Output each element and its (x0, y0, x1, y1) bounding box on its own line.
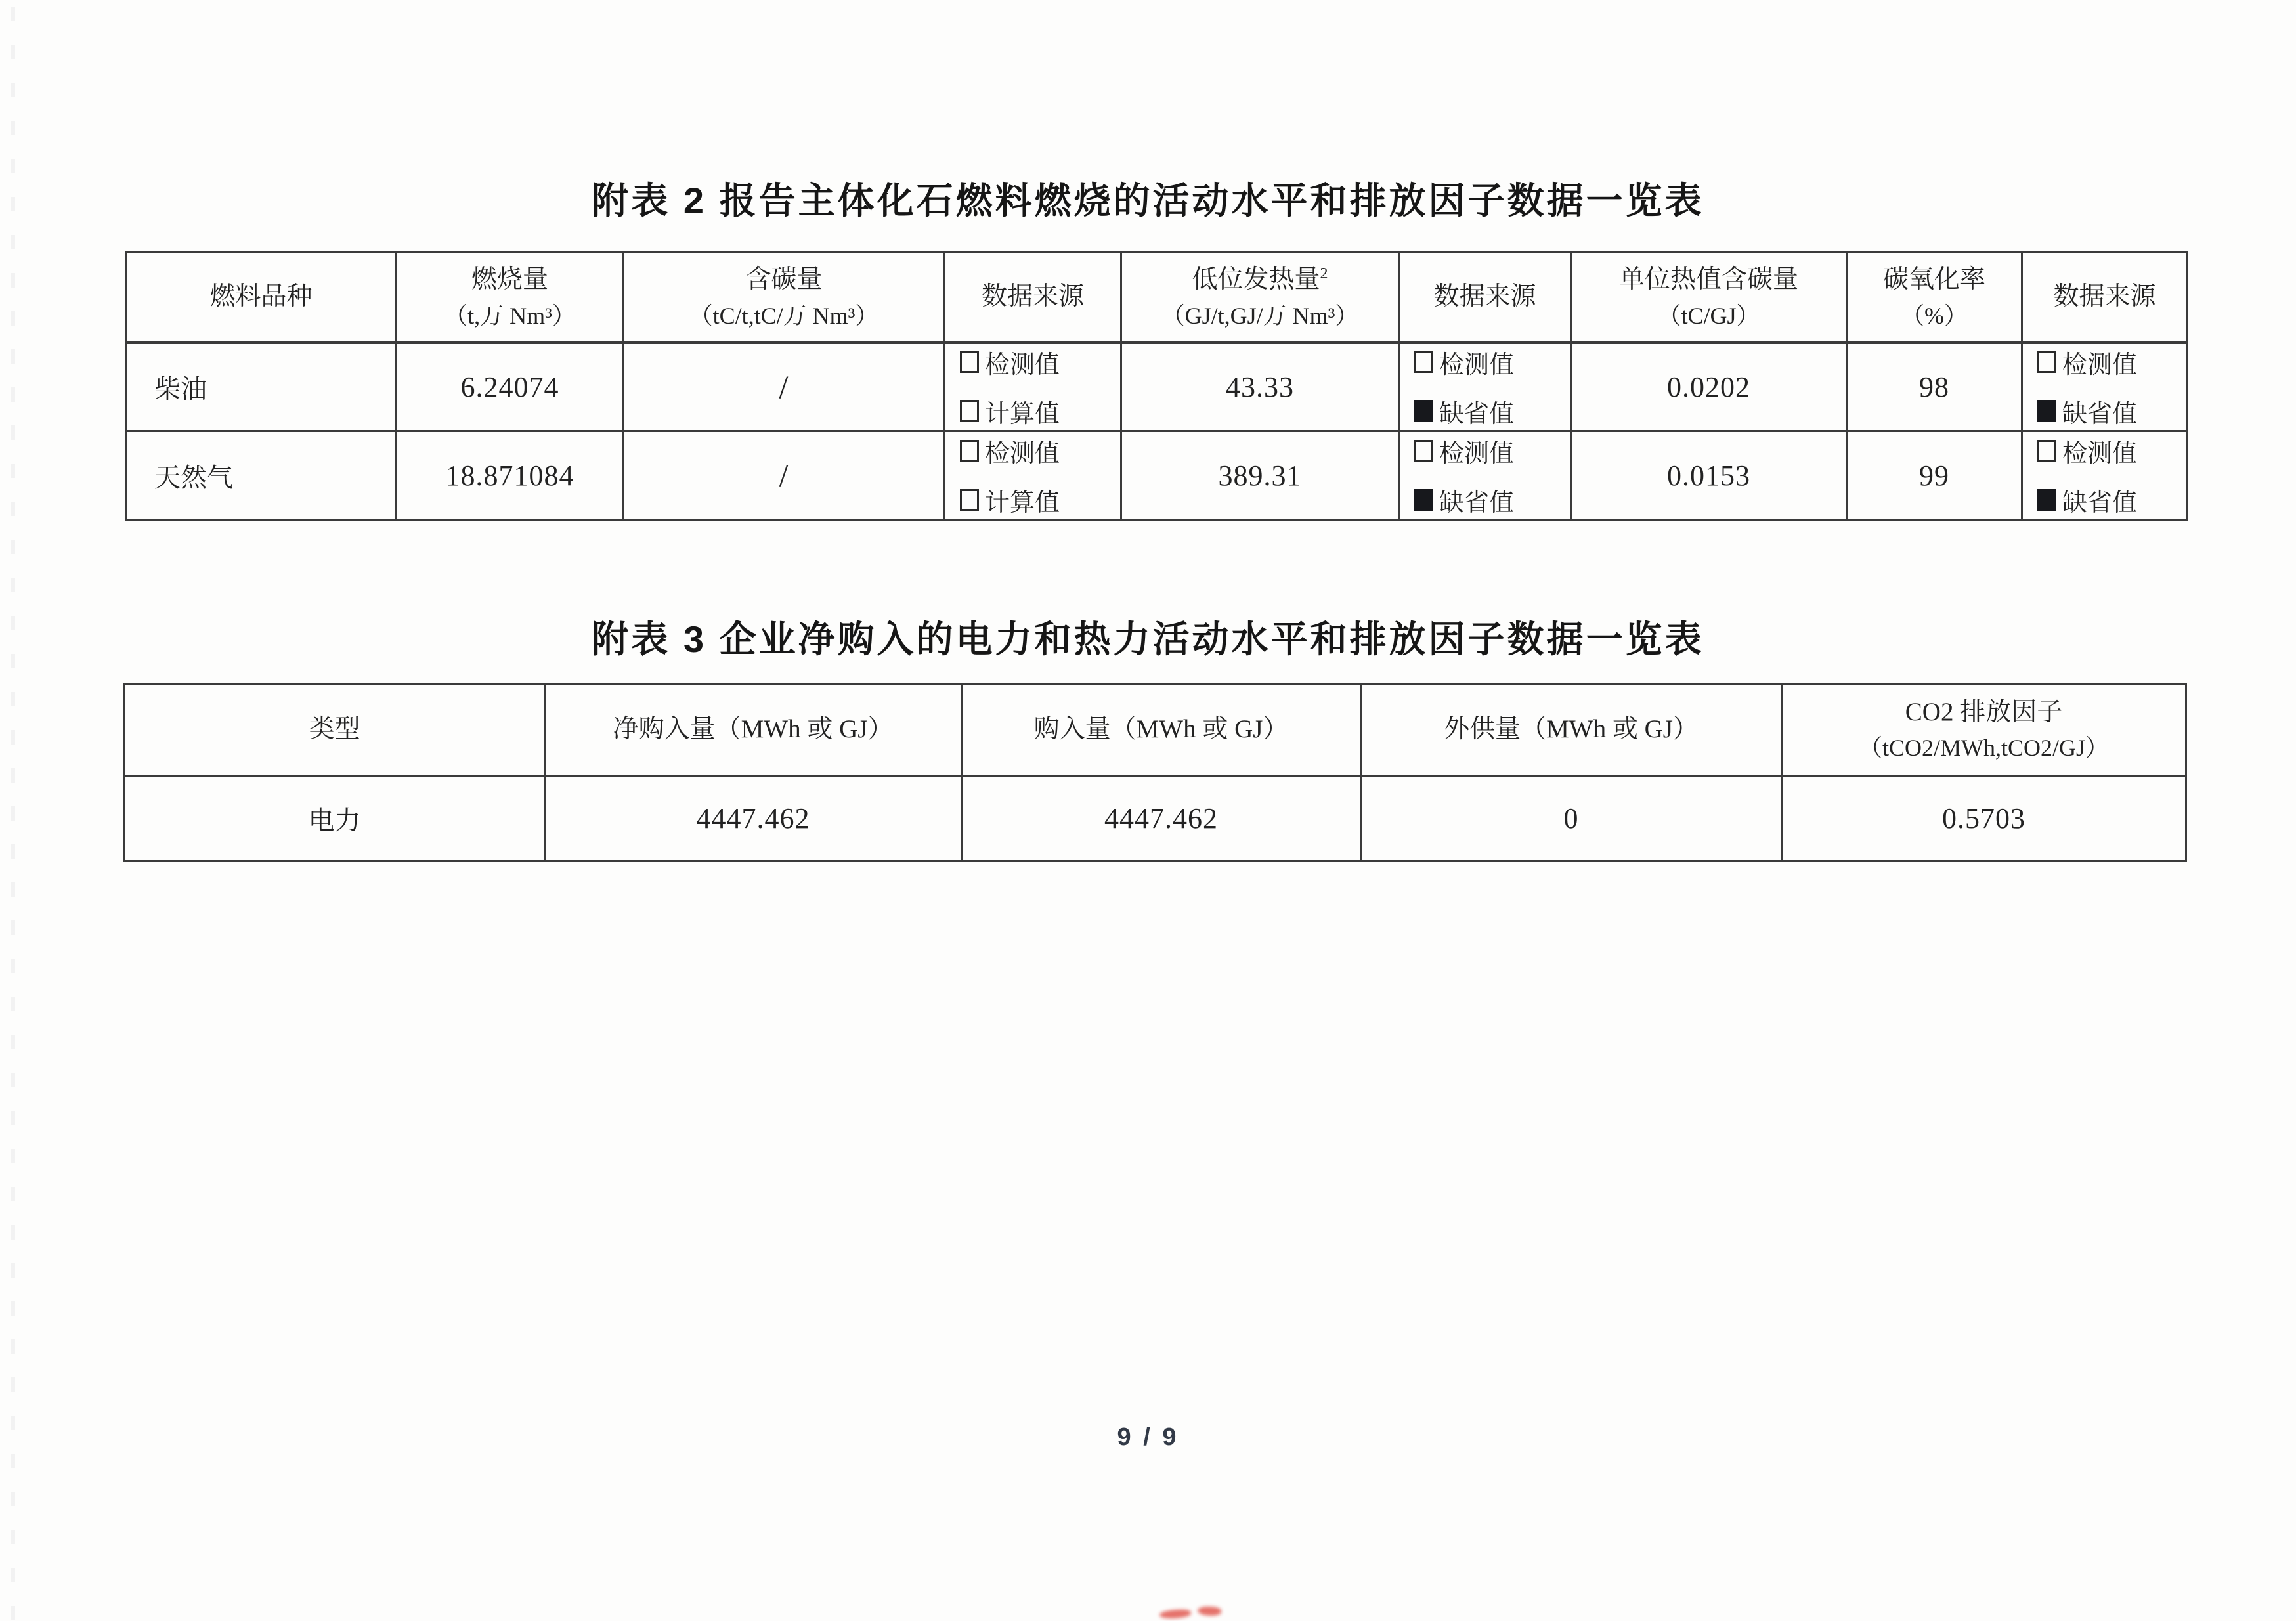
type-value: 电力 (308, 806, 361, 836)
checkbox-icon (1414, 351, 1433, 373)
source-option-label: 检测值 (985, 440, 1060, 467)
header-purchase-label: 购入量（MWh 或 GJ） (1033, 714, 1289, 743)
carbon-content-value: / (779, 368, 789, 406)
checkbox-icon (960, 400, 979, 422)
header-co2-factor (1782, 684, 2186, 776)
red-ink-smudge (1159, 1609, 1192, 1619)
checkbox-icon (2037, 400, 2056, 422)
fuel-table-header-row (126, 253, 2188, 343)
table-row-electricity (125, 776, 2186, 861)
unit-heat-carbon-value: 0.0202 (1667, 370, 1750, 403)
header-data-source-2 (1399, 253, 1571, 343)
header-net-purchase (545, 684, 962, 776)
checkbox-icon (2037, 440, 2056, 462)
cell-type (125, 776, 545, 861)
source-options (945, 344, 1120, 429)
source-option-label: 检测值 (2062, 351, 2138, 379)
cell-fuel-name (126, 431, 397, 520)
source-option-label: 计算值 (985, 400, 1060, 429)
header-low-calorific-value (1121, 253, 1399, 343)
page-number: 9 / 9 (1117, 1423, 1179, 1451)
header-unit-heat-carbon-label: 单位热值含碳量 (1618, 265, 1798, 294)
source-options (1400, 433, 1570, 518)
checkbox-icon (2037, 351, 2056, 373)
cell-carbon-source (945, 431, 1121, 520)
carbon-content-value: / (779, 457, 789, 494)
header-data-source-1 (945, 253, 1121, 343)
co2-factor-value: 0.5703 (1942, 802, 2025, 835)
checkbox-icon (1414, 440, 1433, 462)
source-options (2023, 344, 2186, 429)
header-fuel-type (126, 253, 397, 343)
fuel-table-title: 附表 2 报告主体化石燃料燃烧的活动水平和排放因子数据一览表 (592, 180, 1704, 221)
cell-fuel-name (126, 343, 397, 431)
checkbox-icon (960, 440, 979, 462)
net-purchase-value: 4447.462 (696, 802, 810, 835)
header-carbon-content-label: 含碳量 (745, 265, 823, 294)
cell-oxidation-rate (1847, 431, 2022, 520)
source-option-label: 检测值 (2062, 440, 2138, 467)
scan-artifact-left (11, 7, 15, 1621)
cell-oxid-source (2022, 343, 2188, 431)
header-carbon-oxidation-rate-label: 碳氧化率 (1882, 265, 1985, 294)
checkbox-icon (960, 351, 979, 373)
purchase-value: 4447.462 (1104, 802, 1218, 835)
header-combustion-amount-label: 燃烧量 (471, 265, 548, 294)
cell-carbon-content (624, 431, 945, 520)
cell-carbon-content (624, 343, 945, 431)
checkbox-icon (2037, 489, 2056, 511)
cell-oxid-source (2022, 431, 2188, 520)
source-option (960, 344, 1060, 380)
combustion-amount-value: 18.871084 (445, 459, 574, 492)
header-data-source-2-label: 数据来源 (1433, 282, 1536, 311)
header-net-purchase-label: 净购入量（MWh 或 GJ） (613, 714, 894, 743)
combustion-amount-value: 6.24074 (460, 370, 559, 403)
source-options (1400, 344, 1570, 429)
table-row-natural-gas (126, 431, 2188, 520)
unit-heat-carbon-value: 0.0153 (1667, 459, 1750, 492)
header-low-calorific-value-unit: （GJ/t,GJ/万 Nm³） (1161, 302, 1359, 329)
cell-net-purchase (545, 776, 962, 861)
lcv-footnote-marker: 2 (1320, 265, 1328, 283)
header-data-source-3-label: 数据来源 (2053, 282, 2156, 311)
oxidation-rate-value: 99 (1919, 459, 1949, 492)
source-option-label: 检测值 (1439, 440, 1515, 467)
oxidation-rate-value: 98 (1919, 370, 1949, 403)
source-option-label: 缺省值 (1439, 489, 1515, 517)
source-option-label: 检测值 (985, 351, 1060, 379)
header-carbon-oxidation-rate-unit: （%） (1901, 302, 1968, 329)
header-external-supply-label: 外供量（MWh 或 GJ） (1444, 714, 1699, 743)
source-option-label: 缺省值 (2062, 400, 2138, 429)
source-option (960, 482, 1060, 518)
cell-lcv-source (1399, 343, 1571, 431)
header-external-supply (1361, 684, 1782, 776)
source-option (1414, 482, 1514, 518)
low-calorific-value: 389.31 (1218, 459, 1302, 492)
source-option (960, 393, 1060, 429)
cell-low-calorific-value (1121, 343, 1399, 431)
header-unit-heat-carbon-unit: （tC/GJ） (1657, 302, 1760, 329)
checkbox-icon (960, 489, 979, 511)
checkbox-icon (1414, 489, 1433, 511)
header-data-source-1-label: 数据来源 (981, 282, 1084, 311)
header-fuel-type-label: 燃料品种 (209, 282, 313, 311)
checkbox-icon (1414, 400, 1433, 422)
cell-co2-factor (1782, 776, 2186, 861)
header-type-label: 类型 (309, 714, 360, 743)
header-co2-factor-label: CO2 排放因子 (1905, 697, 2063, 726)
source-option (1414, 344, 1514, 380)
source-option (2037, 393, 2137, 429)
cell-combustion-amount (397, 431, 624, 520)
fuel-name-value: 天然气 (154, 462, 233, 492)
header-unit-heat-carbon (1571, 253, 1847, 343)
source-option-label: 检测值 (1439, 351, 1515, 379)
cell-combustion-amount (397, 343, 624, 431)
header-purchase (962, 684, 1361, 776)
cell-unit-heat-carbon (1571, 343, 1847, 431)
fuel-table (125, 251, 2188, 521)
header-carbon-content (624, 253, 945, 343)
header-type (125, 684, 545, 776)
lcv-text: 低位发热量 (1192, 265, 1320, 294)
header-combustion-amount-unit: （t,万 Nm³） (444, 302, 576, 329)
header-carbon-oxidation-rate (1847, 253, 2022, 343)
source-option-label: 缺省值 (1439, 400, 1515, 429)
red-ink-smudge (1198, 1606, 1222, 1616)
power-table-header-row (125, 684, 2186, 776)
source-option-label: 计算值 (985, 489, 1060, 517)
source-option (2037, 482, 2137, 518)
source-options (945, 433, 1120, 518)
source-options (2023, 433, 2186, 518)
fuel-name-value: 柴油 (154, 374, 207, 404)
header-co2-factor-unit: （tCO2/MWh,tCO2/GJ） (1858, 735, 2110, 762)
cell-low-calorific-value (1121, 431, 1399, 520)
source-option (2037, 344, 2137, 380)
cell-unit-heat-carbon (1571, 431, 1847, 520)
cell-carbon-source (945, 343, 1121, 431)
cell-lcv-source (1399, 431, 1571, 520)
power-table (123, 683, 2187, 862)
source-option-label: 缺省值 (2062, 489, 2138, 517)
source-option (1414, 433, 1514, 469)
header-data-source-3 (2022, 253, 2188, 343)
source-option (960, 433, 1060, 469)
cell-external-supply (1361, 776, 1782, 861)
header-combustion-amount (397, 253, 624, 343)
external-supply-value: 0 (1563, 802, 1579, 835)
source-option (2037, 433, 2137, 469)
header-carbon-content-unit: （tC/t,tC/万 Nm³） (689, 302, 879, 329)
header-low-calorific-value-label (1122, 261, 1398, 299)
table-row-diesel (126, 343, 2188, 431)
source-option (1414, 393, 1514, 429)
power-table-title: 附表 3 企业净购入的电力和热力活动水平和排放因子数据一览表 (592, 618, 1704, 660)
cell-oxidation-rate (1847, 343, 2022, 431)
low-calorific-value: 43.33 (1226, 370, 1294, 403)
cell-purchase (962, 776, 1361, 861)
